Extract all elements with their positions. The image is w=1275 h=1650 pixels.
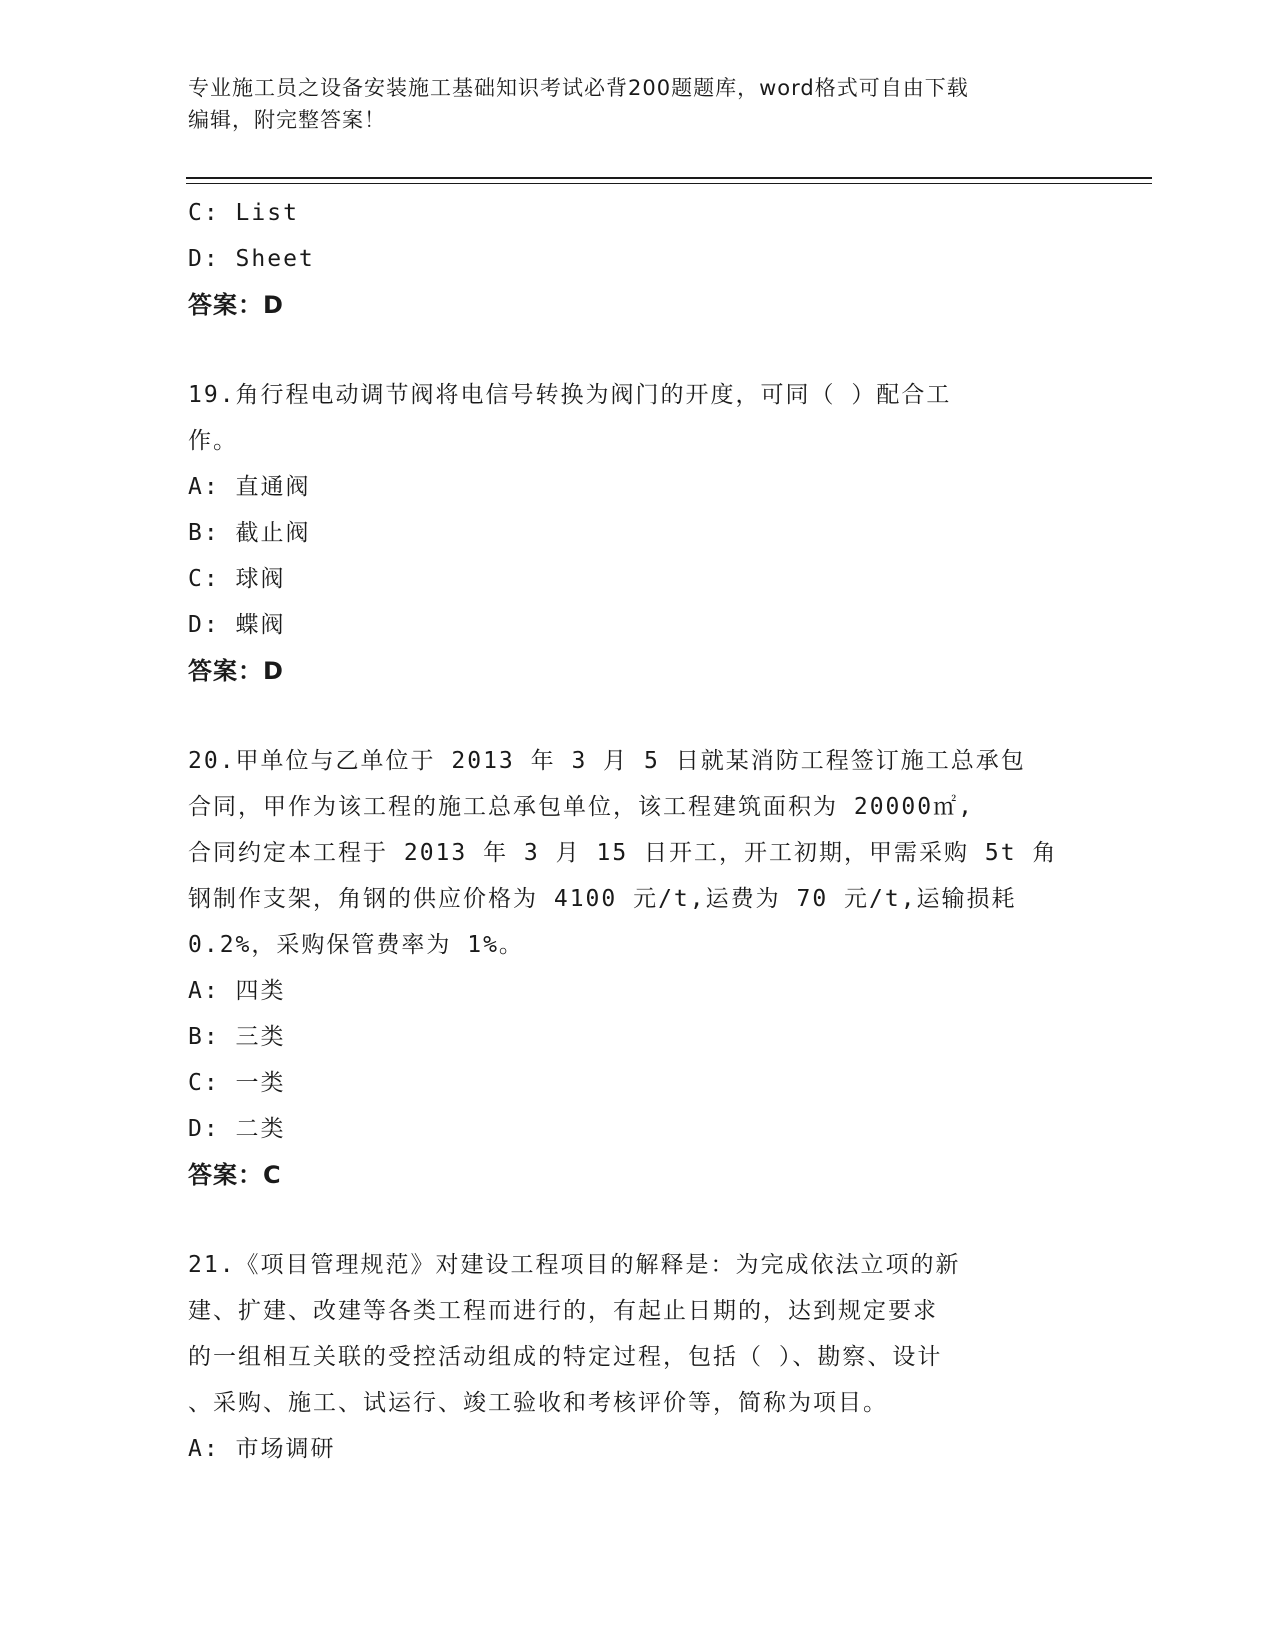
option-a: A: 直通阀	[188, 474, 311, 500]
spacer	[188, 1198, 1088, 1242]
question-21	[188, 1242, 1088, 1472]
page-header	[188, 72, 1088, 136]
question-text-line: 合同约定本工程于 2013 年 3 月 15 日开工，开工初期，甲需采购 5t 角	[188, 840, 1058, 866]
question-text-line: 21.《项目管理规范》对建设工程项目的解释是：为完成依法立项的新	[188, 1252, 961, 1278]
question-text-line: 、采购、施工、试运行、竣工验收和考核评价等，简称为项目。	[188, 1390, 888, 1416]
answer-line: 答案：D	[188, 657, 284, 685]
question-text-line: 19.角行程电动调节阀将电信号转换为阀门的开度，可同（ ）配合工	[188, 382, 952, 408]
header-rule-thin	[186, 183, 1152, 184]
option-a: A: 市场调研	[188, 1436, 336, 1462]
answer-line: 答案：D	[188, 291, 284, 319]
question-text-line: 钢制作支架，角钢的供应价格为 4100 元/t,运费为 70 元/t,运输损耗	[188, 886, 1017, 912]
option-b: B: 三类	[188, 1024, 286, 1050]
question-text-line: 的一组相互关联的受控活动组成的特定过程，包括（ ）、勘察、设计	[188, 1344, 943, 1370]
header-rule-thick	[186, 177, 1152, 179]
option-c: C: List	[188, 200, 299, 226]
question-content	[188, 190, 1088, 1472]
question-text-line: 作。	[188, 428, 238, 454]
header-line-1: 专业施工员之设备安装施工基础知识考试必背200题题库，word格式可自由下载	[188, 76, 969, 100]
option-d: D: Sheet	[188, 246, 315, 272]
question-text-line: 合同，甲作为该工程的施工总承包单位，该工程建筑面积为 20000㎡,	[188, 794, 974, 820]
question-text-line: 20.甲单位与乙单位于 2013 年 3 月 5 日就某消防工程签订施工总承包	[188, 748, 1026, 774]
header-line-2: 编辑，附完整答案！	[188, 108, 386, 132]
option-b: B: 截止阀	[188, 520, 311, 546]
spacer	[188, 328, 1088, 372]
question-20	[188, 738, 1088, 1198]
option-c: C: 球阀	[188, 566, 286, 592]
option-d: D: 二类	[188, 1116, 286, 1142]
option-a: A: 四类	[188, 978, 286, 1004]
option-c: C: 一类	[188, 1070, 286, 1096]
question-text-line: 0.2%，采购保管费率为 1%。	[188, 932, 524, 958]
question-18-tail	[188, 190, 1088, 328]
option-d: D: 蝶阀	[188, 612, 286, 638]
spacer	[188, 694, 1088, 738]
question-text-line: 建、扩建、改建等各类工程而进行的，有起止日期的，达到规定要求	[188, 1298, 938, 1324]
answer-line: 答案：C	[188, 1161, 282, 1189]
question-19	[188, 372, 1088, 694]
